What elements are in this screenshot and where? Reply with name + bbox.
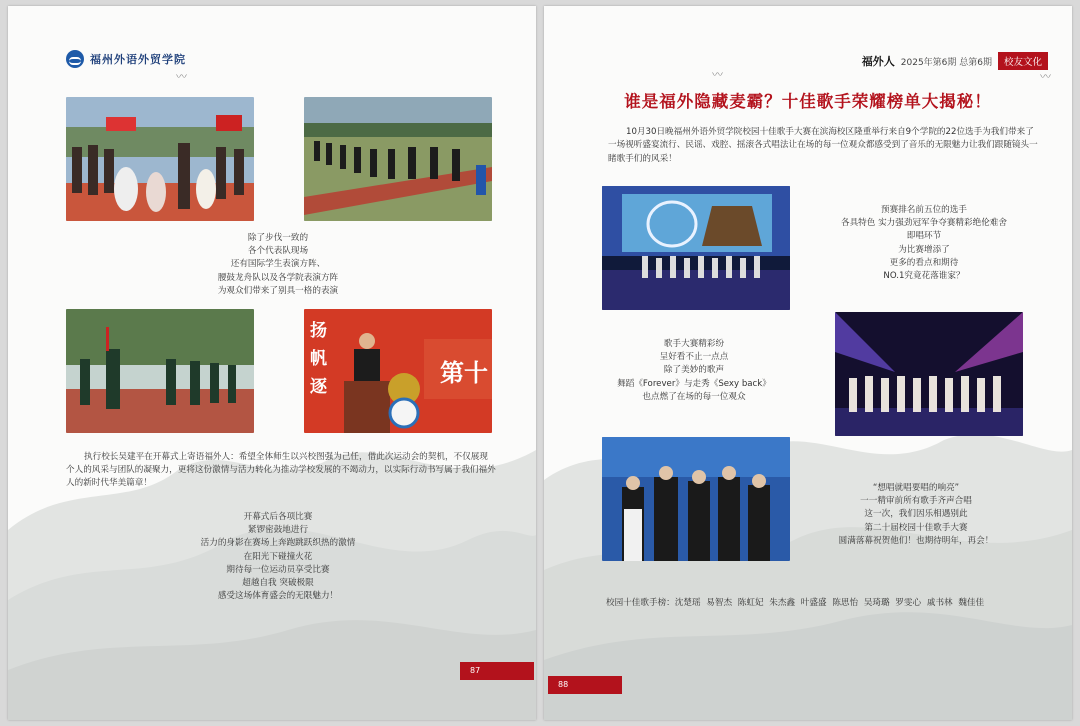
caption-line: 舞蹈《Forever》与走秀《Sexy back》 <box>617 378 771 389</box>
caption-line: 除了步伐一致的 <box>247 233 309 243</box>
caption-line: 一一精审前所有歌手齐声合唱 <box>860 496 972 507</box>
caption-line: 歌手大赛精彩纷 <box>663 339 725 349</box>
caption-line: 在阳光下碰撞火花 <box>243 551 313 562</box>
photo-honor-guard <box>66 309 254 433</box>
caption-line: 期待每一位运动员享受比赛 <box>226 564 330 575</box>
stage-banner-side-text: 第十 <box>440 358 488 387</box>
page-number: 87 <box>460 662 534 680</box>
column-badge: 校友文化 <box>998 52 1048 70</box>
caption-parade <box>158 232 398 298</box>
photo-runway-show <box>835 312 1023 436</box>
caption-line: 这一次，我们因乐相遇别此 <box>864 509 968 520</box>
caption-line: 紧锣密鼓地进行 <box>247 525 309 536</box>
article-intro: 10月30日晚福州外语外贸学院校园十佳歌手大赛在滨海校区隆重举行来自9个学院的22位选手为我们带来了一场视听盛宴流行、民谣、戏腔、摇滚各式唱法让在场的每一位观众都感受到了音乐的无限魅力让我们跟随镜头一睹歌手们的风采！ <box>608 127 1038 164</box>
photo-singers-stage <box>602 186 790 310</box>
bird-icon: 〰 <box>1040 70 1051 83</box>
caption-line: 为观众们带来了别具一格的表演 <box>217 285 339 296</box>
caption-line: NO.1究竟花落谁家？ <box>883 271 965 282</box>
caption-closing <box>806 482 1026 548</box>
top-ten-singers-list: 校园十佳歌手榜：沈楚瑶 易智杰 陈虹妃 朱杰鑫 叶盛盛 陈思怡 吴琦璐 罗雯心 戚书林 魏佳佳 <box>606 598 985 608</box>
caption-competitions <box>138 511 418 603</box>
caption-prelim <box>824 204 1024 283</box>
caption-line: “想唱就唱要唱的响亮” <box>872 483 960 493</box>
article-title: 谁是福外隐藏麦霸？十佳歌手荣耀榜单大揭秘！ <box>624 92 992 111</box>
school-logo <box>66 49 186 69</box>
caption-line: 为比赛增添了 <box>898 244 950 255</box>
caption-line: 第二十届校园十佳歌手大赛 <box>864 522 968 533</box>
caption-line: 也点燃了在场的每一位观众 <box>642 391 746 402</box>
photo-parade-international <box>66 97 254 221</box>
caption-line: 开幕式后各项比赛 <box>243 512 313 522</box>
photo-opening-speech <box>304 309 492 433</box>
stage-banner-text: 扬 帆 逐 <box>310 321 327 397</box>
caption-line: 还有国际学生表演方阵、 <box>230 259 326 270</box>
bird-icon: 〰 <box>176 70 187 83</box>
caption-line: 即唱环节 <box>906 231 942 242</box>
caption-line: 圆满落幕祝贺他们！也期待明年，再会！ <box>838 535 994 546</box>
caption-line: 更多的看点和期待 <box>889 257 959 268</box>
photo-marching-formation <box>304 97 492 221</box>
caption-line: 除了美妙的歌声 <box>663 365 725 376</box>
magazine-name: 福外人 <box>861 55 895 68</box>
caption-line: 呈好看不止一点点 <box>659 352 729 363</box>
bird-icon: 〰 <box>712 68 723 81</box>
caption-line: 预赛排名前五位的选手 <box>881 205 967 215</box>
caption-line: 各个代表队现场 <box>247 246 309 257</box>
caption-performances <box>594 338 794 404</box>
caption-line: 各具特色 实力强劲冠军争夺赛精彩绝伦难舍 <box>840 218 1007 229</box>
caption-line: 腰鼓龙舟队以及各学院表演方阵 <box>217 272 339 283</box>
left-page <box>8 6 536 720</box>
school-emblem-icon <box>66 50 84 68</box>
page-number: 88 <box>548 676 622 694</box>
logo-text: 福州外语外贸学院 <box>90 53 186 66</box>
principal-speech-paragraph: 执行校长吴建平在开幕式上寄语福外人：希望全体师生以兴校图强为己任，借此次运动会的契机，不仅展现个人的风采与团队的凝聚力，更将这份激情与活力转化为推动学校发展的不竭动力，以实际行动书写属于我们福外人的新时代华美篇章！ <box>66 452 496 489</box>
issue-info: 2025年第6期 总第6期 <box>900 57 992 68</box>
caption-line: 超越自我 突破极限 <box>242 578 314 589</box>
magazine-header <box>862 52 1048 70</box>
caption-line: 感受这场体育盛会的无限魅力！ <box>217 591 339 602</box>
caption-line: 活力的身影在赛场上奔跑跳跃织热的激情 <box>200 538 356 549</box>
right-page <box>544 6 1072 720</box>
photo-final-chorus <box>602 437 790 561</box>
